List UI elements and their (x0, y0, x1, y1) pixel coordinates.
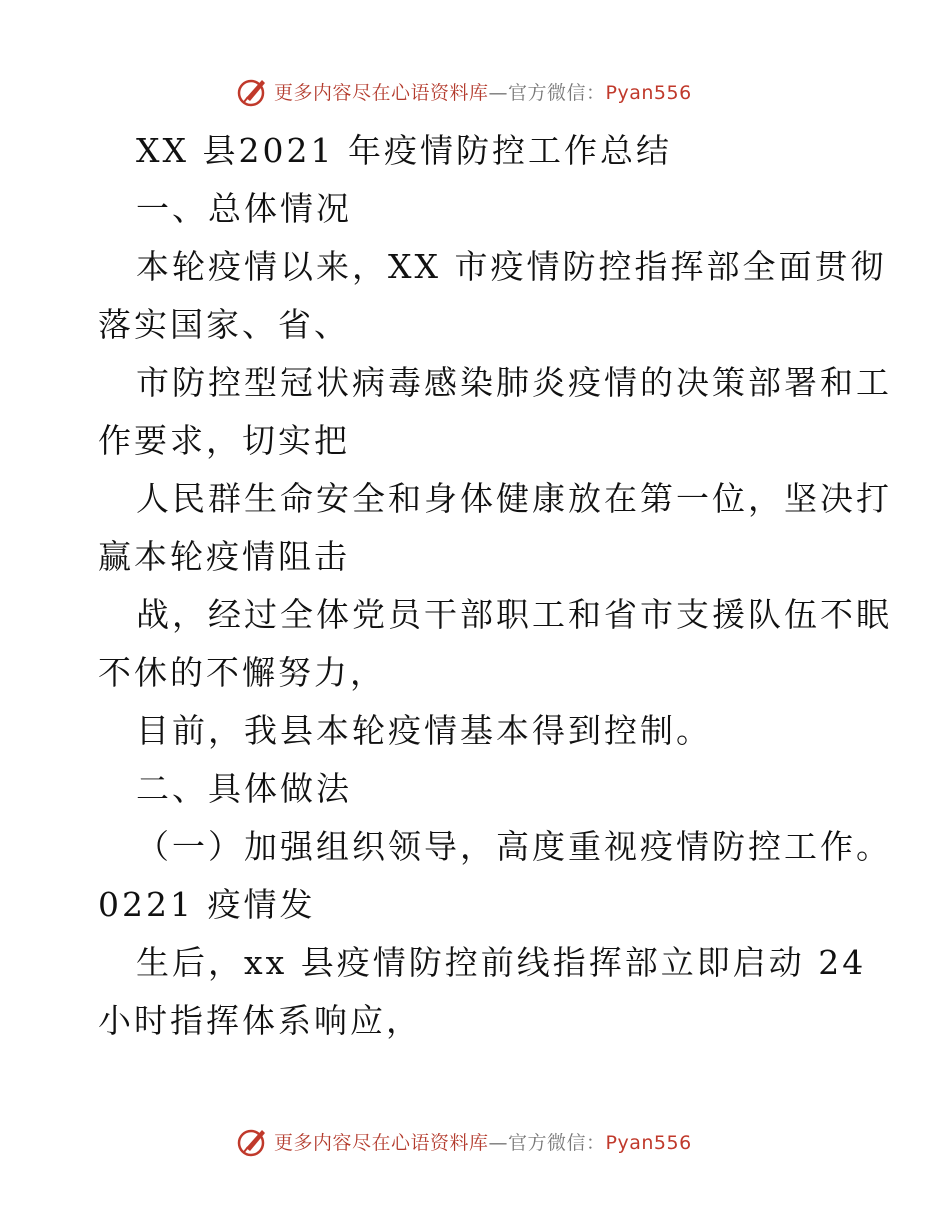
paragraph-line: 生后，xx 县疫情防控前线指挥部立即启动 24 (136, 943, 867, 982)
paragraph-line: 不休的不懈努力， (98, 653, 386, 692)
paragraph-line: 市防控型冠状病毒感染肺炎疫情的决策部署和工 (136, 363, 892, 402)
paragraph-line: 0221 疫情发 (98, 885, 316, 924)
watermark-wechat-label: 官方微信： (508, 81, 606, 104)
paragraph-line: 作要求，切实把 (98, 421, 350, 460)
doc-title: XX 县2021 年疫情防控工作总结 (136, 131, 672, 170)
watermark-banner-bottom (236, 1124, 692, 1158)
paragraph-line: 人民群生命安全和身体健康放在第一位，坚决打 (136, 479, 892, 518)
section-heading-1: 一、总体情况 (136, 189, 352, 228)
watermark-wechat-id: Pyan556 (605, 1131, 692, 1154)
feather-pen-logo-icon (236, 74, 270, 108)
watermark-wechat-id: Pyan556 (605, 81, 692, 104)
paragraph-line: 本轮疫情以来，XX 市疫情防控指挥部全面贯彻 (136, 247, 887, 286)
section-heading-2: 二、具体做法 (136, 769, 352, 808)
watermark-brand: 更多内容尽在心语资料库 (274, 1131, 489, 1154)
watermark-dash: — (488, 1131, 509, 1154)
subsection-heading: （一）加强组织领导，高度重视疫情防控工作。 (136, 827, 892, 866)
feather-pen-logo-icon (236, 1124, 270, 1158)
watermark-brand: 更多内容尽在心语资料库 (274, 81, 489, 104)
paragraph-line: 目前，我县本轮疫情基本得到控制。 (136, 711, 712, 750)
paragraph-line: 赢本轮疫情阻击 (98, 537, 350, 576)
paragraph-line: 落实国家、省、 (98, 305, 350, 344)
watermark-wechat-label: 官方微信： (508, 1131, 606, 1154)
paragraph-line: 小时指挥体系响应， (98, 1001, 422, 1040)
watermark-banner-top (236, 74, 692, 108)
watermark-dash: — (488, 81, 509, 104)
document-body (98, 122, 892, 1050)
paragraph-line: 战，经过全体党员干部职工和省市支援队伍不眠 (136, 595, 892, 634)
